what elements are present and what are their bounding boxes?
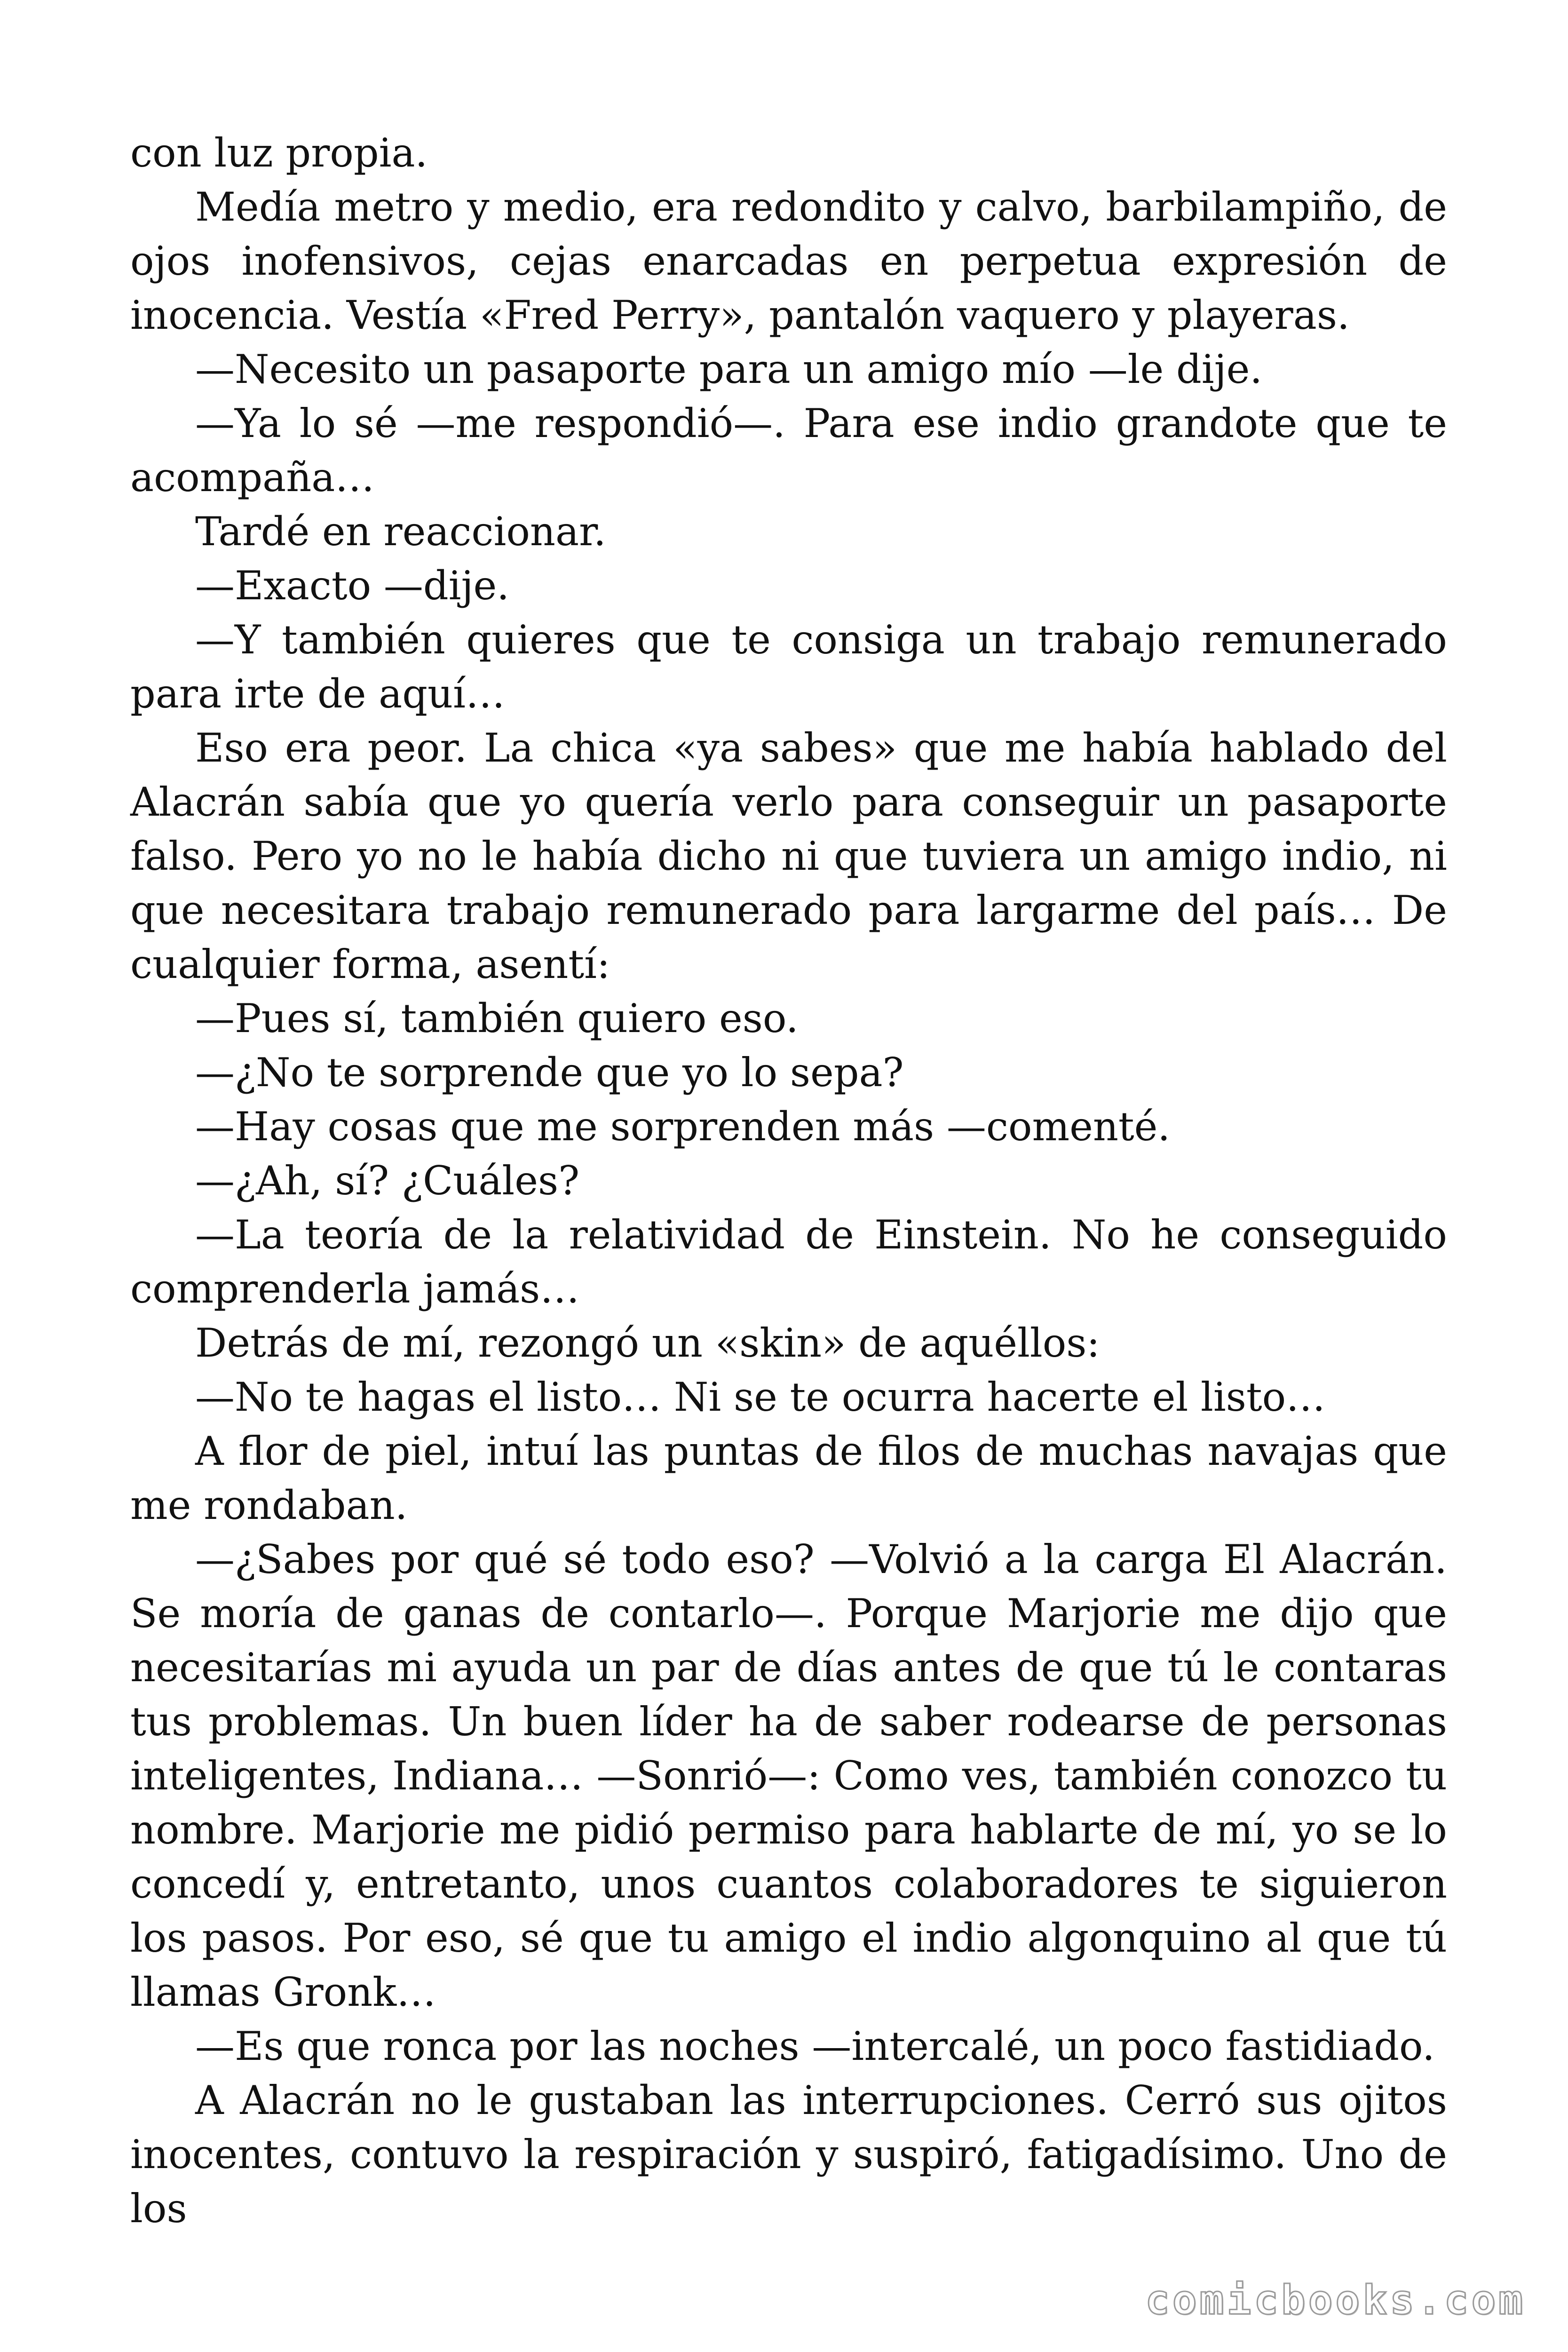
paragraph: —Hay cosas que me sorprenden más —comenté. bbox=[195, 1104, 1171, 1150]
paragraph: —Exacto —dije. bbox=[195, 563, 509, 609]
paragraph: —Pues sí, también quiero eso. bbox=[195, 995, 799, 1041]
paragraph: Eso era peor. La chica «ya sabes» que me había hablado del Alacrán sabía que yo quería verlo para conseguir un pasaporte falso. Pero yo no le había dicho ni que tuviera un amigo indio, ni que necesitara trabajo remunerado para largarme del país… De cualquier forma, asentí: bbox=[130, 725, 1447, 987]
page-body bbox=[130, 126, 1447, 2236]
paragraph: —La teoría de la relatividad de Einstein. No he conseguido comprenderla jamás… bbox=[130, 1212, 1447, 1312]
paragraph: con luz propia. bbox=[130, 130, 428, 176]
paragraph: —Necesito un pasaporte para un amigo mío —le dije. bbox=[195, 346, 1263, 392]
paragraph: Medía metro y medio, era redondito y calvo, barbilampiño, de ojos inofensivos, cejas enarcadas en perpetua expresión de inocencia. Vestía «Fred Perry», pantalón vaquero y playeras. bbox=[130, 184, 1447, 338]
paragraph: —Ya lo sé —me respondió—. Para ese indio grandote que te acompaña… bbox=[130, 400, 1447, 501]
paragraph: —¿No te sorprende que yo lo sepa? bbox=[195, 1049, 904, 1096]
paragraph: —¿Sabes por qué sé todo eso? —Volvió a la carga El Alacrán. Se moría de ganas de contarlo—. Porque Marjorie me dijo que necesitarías mi ayuda un par de días antes de que tú le contaras tus problemas. Un buen líder ha de saber rodearse de personas inteligentes, Indiana… —Sonrió—: Como ves, también conozco tu nombre. Marjorie me pidió permiso para hablarte de mí, yo se lo concedí y, entretanto, unos cuantos colaboradores te siguieron los pasos. Por eso, sé que tu amigo el indio algonquino al que tú llamas Gronk… bbox=[130, 1536, 1447, 2015]
paragraph: —Y también quieres que te consiga un trabajo remunerado para irte de aquí… bbox=[130, 617, 1447, 717]
paragraph: —No te hagas el listo… Ni se te ocurra hacerte el listo… bbox=[195, 1374, 1326, 1420]
paragraph: Tardé en reaccionar. bbox=[195, 509, 606, 555]
paragraph: Detrás de mí, rezongó un «skin» de aquéllos: bbox=[195, 1320, 1100, 1366]
paragraph: A Alacrán no le gustaban las interrupciones. Cerró sus ojitos inocentes, contuvo la respiración y suspiró, fatigadísimo. Uno de los bbox=[130, 2077, 1447, 2232]
paragraph: —Es que ronca por las noches —intercalé, un poco fastidiado. bbox=[195, 2023, 1435, 2069]
paragraph: —¿Ah, sí? ¿Cuáles? bbox=[195, 1158, 580, 1204]
paragraph: A flor de piel, intuí las puntas de filos de muchas navajas que me rondaban. bbox=[130, 1428, 1447, 1528]
watermark: comicbooks.com bbox=[1145, 2277, 1526, 2324]
